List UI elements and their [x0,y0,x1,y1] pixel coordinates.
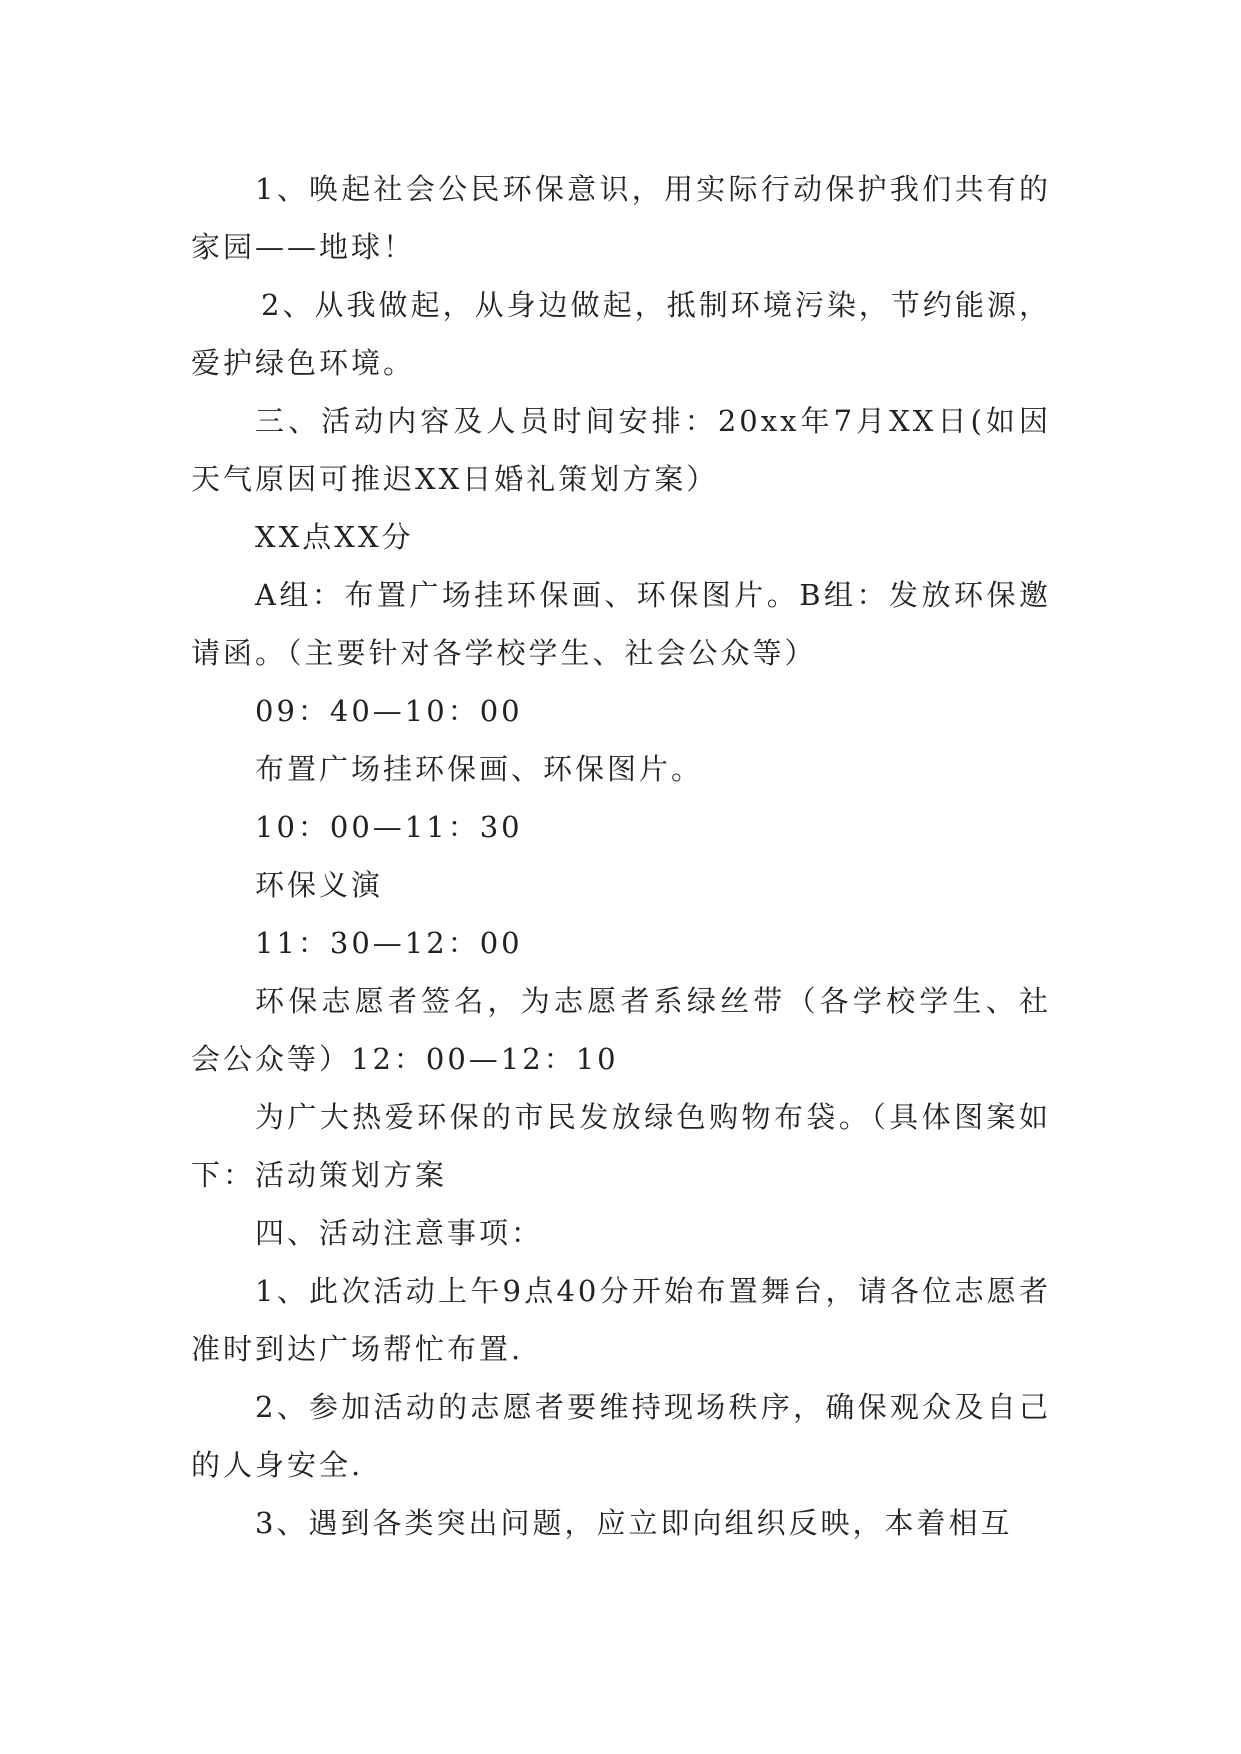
paragraph-time-1130: 11：30—12：00 [255,926,523,960]
paragraph-volunteer-signing: 环保志愿者签名，为志愿者系绿丝带（各学校学生、社会公众等）12：00—12：10 [191,984,1051,1076]
paragraph-setup-task: 布置广场挂环保画、环保图片。 [255,752,704,786]
paragraph-note-3: 3、遇到各类突出问题，应立即向组织反映，本着相互 [255,1506,1013,1540]
paragraph-note-1: 1、此次活动上午9点40分开始布置舞台，请各位志愿者准时到达广场帮忙布置. [191,1274,1051,1366]
paragraph-bag-distribution: 为广大热爱环保的市民发放绿色购物布袋。（具体图案如下：活动策划方案 [191,1100,1051,1192]
paragraph-note-2: 2、参加活动的志愿者要维持现场秩序，确保观众及自己的人身安全. [191,1390,1051,1482]
paragraph-goal-1: 1、唤起社会公民环保意识，用实际行动保护我们共有的家园——地球！ [191,172,1051,264]
paragraph-time-start: XX点XX分 [255,520,414,554]
paragraph-section-4-heading: 四、活动注意事项： [255,1216,544,1250]
document-body [191,160,1051,1552]
paragraph-performance: 环保义演 [255,868,384,902]
paragraph-section-3-heading: 三、活动内容及人员时间安排：20xx年7月XX日(如因天气原因可推迟XX日婚礼策划方案） [191,404,1051,496]
paragraph-goal-2: 2、从我做起，从身边做起，抵制环境污染，节约能源，爱护绿色环境。 [191,288,1051,380]
paragraph-group-tasks: A组：布置广场挂环保画、环保图片。B组：发放环保邀请函。（主要针对各学校学生、社会公众等） [191,578,1051,670]
paragraph-time-0940: 09：40—10：00 [255,694,523,728]
paragraph-time-1000: 10：00—11：30 [255,810,523,844]
